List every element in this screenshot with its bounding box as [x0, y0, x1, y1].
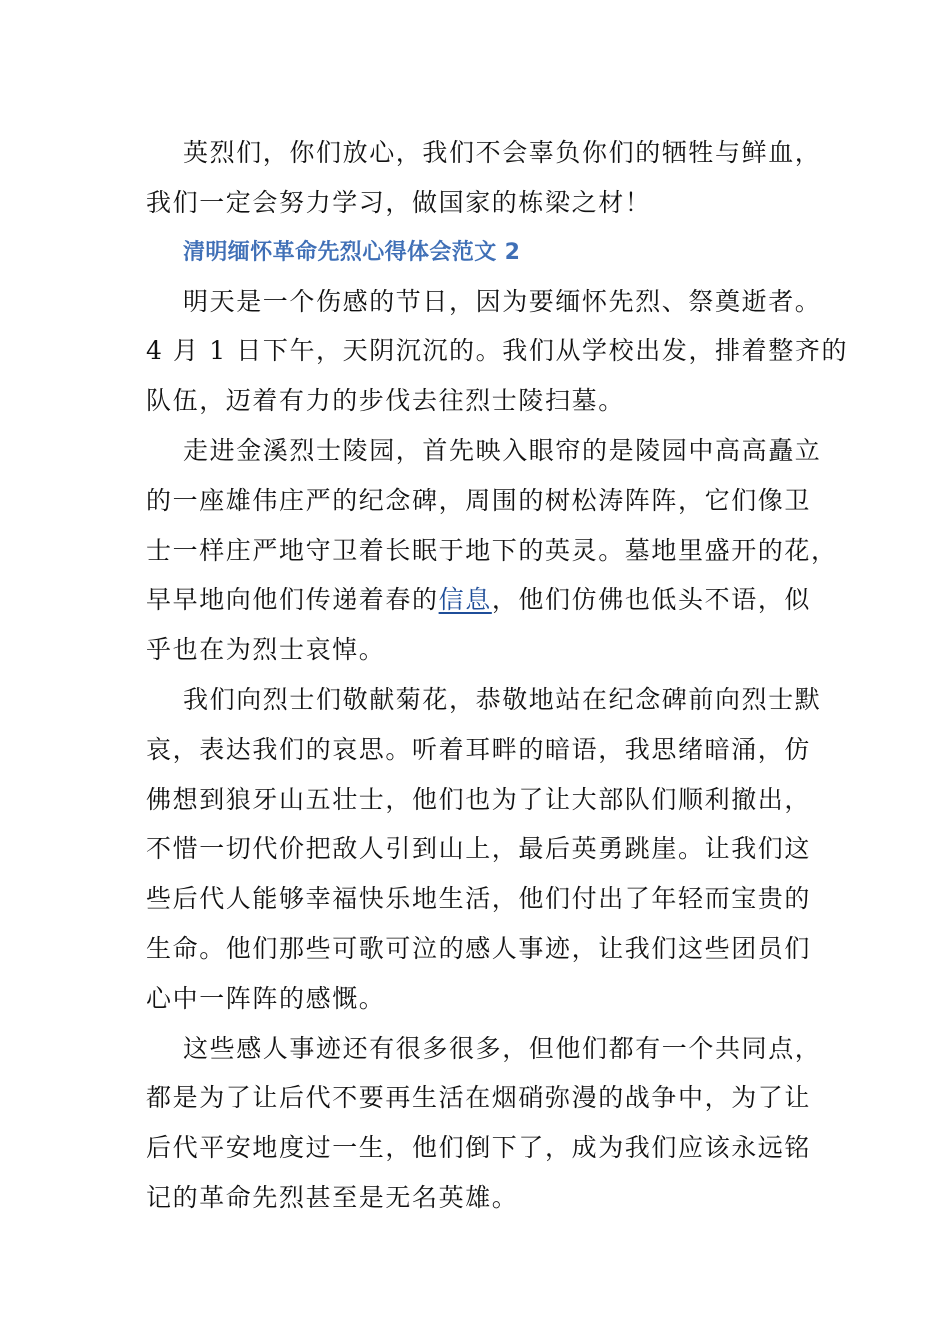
paragraph-5-line-1: 这些感人事迹还有很多很多，但他们都有一个共同点， [183, 1033, 822, 1063]
paragraph-3 [146, 426, 838, 675]
paragraph-5-line-3: 后代平安地度过一生，他们倒下了，成为我们应该永远铭 [146, 1133, 812, 1163]
paragraph-2-line-3: 队伍，迈着有力的步伐去往烈士陵扫墓。 [146, 386, 625, 416]
paragraph-1-line-1: 英烈们，你们放心，我们不会辜负你们的牺牲与鲜血， [183, 138, 822, 167]
paragraph-4-line-3: 佛想到狼牙山五壮士，他们也为了让大部队们顺利撤出， [146, 784, 812, 814]
paragraph-1 [146, 128, 822, 228]
paragraph-3-line-3: 士一样庄严地守卫着长眠于地下的英灵。墓地里盛开的花， [146, 535, 838, 565]
paragraph-4-line-1: 我们向烈士们敬献菊花，恭敬地站在纪念碑前向烈士默 [183, 684, 822, 714]
paragraph-3-line-5: 乎也在为烈士哀悼。 [146, 635, 386, 665]
info-link[interactable]: 信息 [438, 585, 492, 615]
document-body [146, 128, 849, 1223]
paragraph-3-line-4-start: 早早地向他们传递着春的 [146, 585, 439, 615]
paragraph-4-line-6: 生命。他们那些可歌可泣的感人事迹，让我们这些团员们 [146, 933, 812, 963]
paragraph-5 [146, 1024, 822, 1223]
paragraph-4 [146, 675, 822, 1024]
paragraph-5-line-2: 都是为了让后代不要再生活在烟硝弥漫的战争中，为了让 [146, 1083, 812, 1113]
section-heading: 清明缅怀革命先烈心得体会范文 2 [183, 239, 521, 265]
paragraph-1-line-2: 我们一定会努力学习，做国家的栋梁之材！ [146, 187, 652, 217]
paragraph-4-line-2: 哀，表达我们的哀思。听着耳畔的暗语，我思绪暗涌，仿 [146, 734, 812, 764]
paragraph-4-line-5: 些后代人能够幸福快乐地生活，他们付出了年轻而宝贵的 [146, 884, 812, 914]
paragraph-3-line-1: 走进金溪烈士陵园，首先映入眼帘的是陵园中高高矗立 [183, 435, 822, 465]
paragraph-3-line-4 [146, 575, 812, 625]
paragraph-2-line-2: 4 月 1 日下午，天阴沉沉的。我们从学校出发，排着整齐的 [146, 336, 849, 366]
paragraph-3-line-4-end: ，他们仿佛也低头不语，似 [491, 585, 812, 615]
paragraph-4-line-7: 心中一阵阵的感慨。 [146, 983, 386, 1013]
paragraph-5-line-4: 记的革命先烈甚至是无名英雄。 [146, 1182, 519, 1212]
paragraph-2 [146, 277, 849, 426]
paragraph-3-line-2: 的一座雄伟庄严的纪念碑，周围的树松涛阵阵，它们像卫 [146, 485, 812, 515]
paragraph-2-line-1: 明天是一个伤感的节日，因为要缅怀先烈、祭奠逝者。 [183, 286, 822, 316]
paragraph-4-line-4: 不惜一切代价把敌人引到山上，最后英勇跳崖。让我们这 [146, 834, 812, 864]
